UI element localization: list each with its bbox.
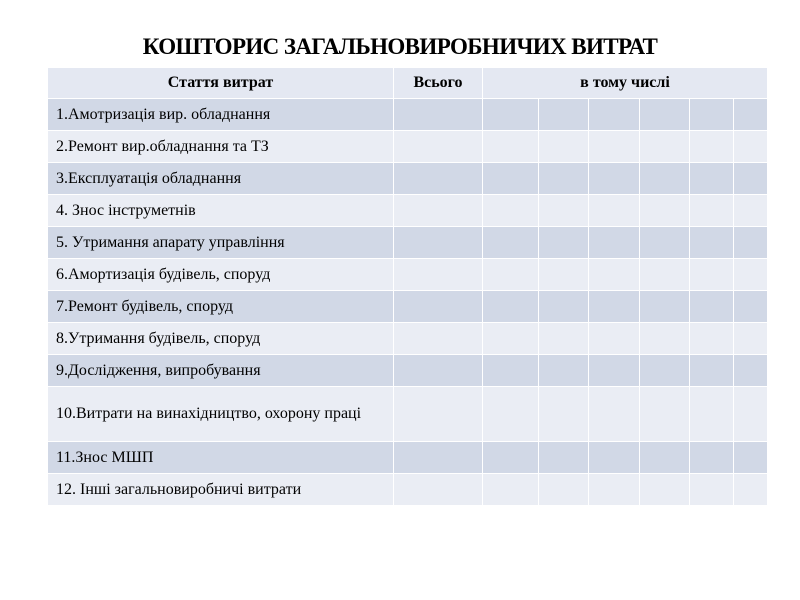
sub-value-cell xyxy=(690,99,734,131)
sub-value-cell xyxy=(734,131,768,163)
sub-value-cell xyxy=(483,259,539,291)
sub-value-cell xyxy=(734,323,768,355)
sub-value-cell xyxy=(539,163,589,195)
sub-value-cell xyxy=(690,131,734,163)
sub-value-cell xyxy=(734,163,768,195)
sub-value-cell xyxy=(690,387,734,442)
sub-value-cell xyxy=(483,323,539,355)
sub-value-cell xyxy=(539,259,589,291)
sub-value-cell xyxy=(483,442,539,474)
sub-value-cell xyxy=(539,442,589,474)
sub-value-cell xyxy=(734,291,768,323)
total-cell xyxy=(394,442,483,474)
row-label: 6.Амортизація будівель, споруд xyxy=(48,259,394,291)
total-cell xyxy=(394,355,483,387)
sub-value-cell xyxy=(640,227,690,259)
sub-value-cell xyxy=(589,99,640,131)
sub-value-cell xyxy=(483,387,539,442)
header-row xyxy=(48,68,768,99)
sub-value-cell xyxy=(539,131,589,163)
total-cell xyxy=(394,227,483,259)
sub-value-cell xyxy=(690,355,734,387)
sub-value-cell xyxy=(589,387,640,442)
row-label: 4. Знос інструметнів xyxy=(48,195,394,227)
table-row xyxy=(48,474,768,506)
table-body xyxy=(48,99,768,506)
table-row xyxy=(48,291,768,323)
sub-value-cell xyxy=(589,474,640,506)
sub-value-cell xyxy=(589,227,640,259)
row-label: 3.Експлуатація обладнання xyxy=(48,163,394,195)
sub-value-cell xyxy=(483,291,539,323)
sub-value-cell xyxy=(483,99,539,131)
sub-value-cell xyxy=(734,195,768,227)
row-label: 9.Дослідження, випробування xyxy=(48,355,394,387)
sub-value-cell xyxy=(640,355,690,387)
row-label: 2.Ремонт вир.обладнання та ТЗ xyxy=(48,131,394,163)
sub-value-cell xyxy=(589,442,640,474)
row-label: 7.Ремонт будівель, споруд xyxy=(48,291,394,323)
sub-value-cell xyxy=(539,227,589,259)
sub-value-cell xyxy=(483,163,539,195)
sub-value-cell xyxy=(734,355,768,387)
sub-value-cell xyxy=(640,474,690,506)
sub-value-cell xyxy=(483,227,539,259)
table-row xyxy=(48,163,768,195)
table-row xyxy=(48,259,768,291)
sub-value-cell xyxy=(734,474,768,506)
sub-value-cell xyxy=(589,131,640,163)
header-total: Всього xyxy=(394,68,483,99)
sub-value-cell xyxy=(690,195,734,227)
sub-value-cell xyxy=(734,227,768,259)
sub-value-cell xyxy=(734,99,768,131)
table-row xyxy=(48,387,768,442)
total-cell xyxy=(394,291,483,323)
sub-value-cell xyxy=(539,99,589,131)
sub-value-cell xyxy=(734,442,768,474)
total-cell xyxy=(394,474,483,506)
row-label: 8.Утримання будівель, споруд xyxy=(48,323,394,355)
table-row xyxy=(48,442,768,474)
sub-value-cell xyxy=(690,291,734,323)
sub-value-cell xyxy=(589,355,640,387)
table-row xyxy=(48,195,768,227)
sub-value-cell xyxy=(539,291,589,323)
sub-value-cell xyxy=(589,163,640,195)
page-title: КОШТОРИС ЗАГАЛЬНОВИРОБНИЧИХ ВИТРАТ xyxy=(142,34,658,59)
table-row xyxy=(48,131,768,163)
header-including: в тому числі xyxy=(483,68,768,99)
total-cell xyxy=(394,323,483,355)
header-item: Стаття витрат xyxy=(48,68,394,99)
sub-value-cell xyxy=(640,195,690,227)
sub-value-cell xyxy=(539,474,589,506)
sub-value-cell xyxy=(690,323,734,355)
table-row xyxy=(48,323,768,355)
row-label: 1.Амотризація вир. обладнання xyxy=(48,99,394,131)
sub-value-cell xyxy=(539,387,589,442)
sub-value-cell xyxy=(539,355,589,387)
total-cell xyxy=(394,259,483,291)
sub-value-cell xyxy=(589,291,640,323)
sub-value-cell xyxy=(690,259,734,291)
sub-value-cell xyxy=(589,259,640,291)
sub-value-cell xyxy=(690,163,734,195)
sub-value-cell xyxy=(589,323,640,355)
row-label: 11.Знос МШП xyxy=(48,442,394,474)
table-row xyxy=(48,355,768,387)
sub-value-cell xyxy=(640,163,690,195)
sub-value-cell xyxy=(640,291,690,323)
sub-value-cell xyxy=(640,99,690,131)
sub-value-cell xyxy=(690,474,734,506)
row-label: 12. Інші загальновиробничі витрати xyxy=(48,474,394,506)
sub-value-cell xyxy=(640,323,690,355)
sub-value-cell xyxy=(690,442,734,474)
row-label: 5. Утримання апарату управління xyxy=(48,227,394,259)
sub-value-cell xyxy=(640,131,690,163)
total-cell xyxy=(394,387,483,442)
table-row xyxy=(48,227,768,259)
sub-value-cell xyxy=(640,259,690,291)
sub-value-cell xyxy=(640,442,690,474)
sub-value-cell xyxy=(640,387,690,442)
row-label: 10.Витрати на винахідництво, охорону праці xyxy=(48,387,394,442)
sub-value-cell xyxy=(690,227,734,259)
sub-value-cell xyxy=(539,323,589,355)
sub-value-cell xyxy=(539,195,589,227)
total-cell xyxy=(394,99,483,131)
sub-value-cell xyxy=(483,474,539,506)
sub-value-cell xyxy=(483,195,539,227)
sub-value-cell xyxy=(589,195,640,227)
total-cell xyxy=(394,131,483,163)
budget-table xyxy=(47,67,768,506)
table-row xyxy=(48,99,768,131)
total-cell xyxy=(394,163,483,195)
sub-value-cell xyxy=(734,387,768,442)
total-cell xyxy=(394,195,483,227)
sub-value-cell xyxy=(734,259,768,291)
sub-value-cell xyxy=(483,131,539,163)
sub-value-cell xyxy=(483,355,539,387)
